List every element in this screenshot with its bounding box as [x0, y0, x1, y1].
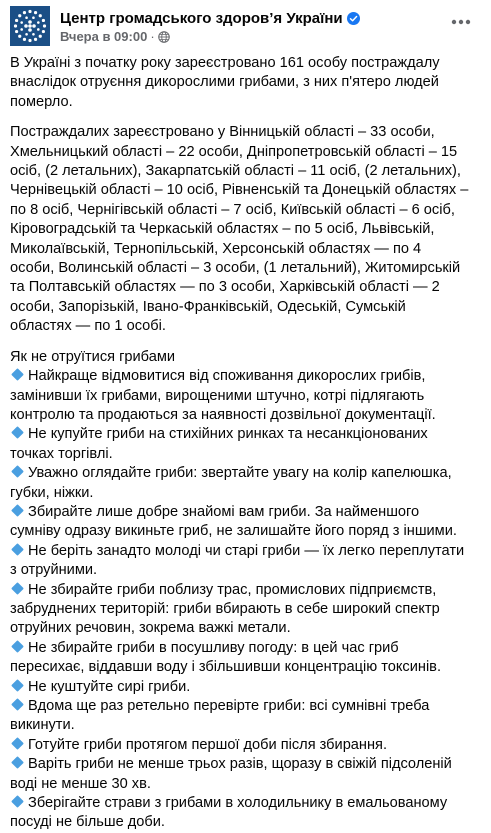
- tip-text: Зберігайте страви з грибами в холодильнику в емальованому посуді не більше доби.: [10, 795, 448, 831]
- small-blue-diamond-icon: [11, 795, 24, 808]
- tips-list: [10, 367, 484, 833]
- more-options-icon: [451, 19, 471, 25]
- tip-item: [10, 503, 484, 542]
- tip-text: Уважно оглядайте гриби: звертайте увагу на колір капелюшка, губки, ніжки.: [10, 465, 452, 501]
- post-text: [10, 54, 484, 833]
- tip-text: Варіть гриби не менше трьох разів, щоразу в свіжій підсоленій воді не менше 30 хв.: [10, 756, 452, 792]
- meta-separator: ·: [150, 29, 155, 44]
- post-timestamp[interactable]: Вчера в 09:00: [60, 29, 148, 44]
- tip-text: Не беріть занадто молоді чи старі гриби — їх легко переплутати з отруйними.: [10, 542, 465, 579]
- tip-item: [10, 697, 484, 736]
- tips-heading: Як не отруїтися грибами: [10, 348, 175, 365]
- verified-badge-icon: [347, 12, 360, 29]
- page-avatar[interactable]: [10, 6, 50, 46]
- small-blue-diamond-icon: [11, 737, 24, 750]
- tip-text: Не купуйте гриби на стихійних ринках та несанкціонованих точках торгівлі.: [10, 426, 428, 462]
- tip-text: Найкраще відмовитися від споживання дикорослих грибів, замінивши їх грибами, вирощеними штучно, котрі підлягають контролю та продаються за наявності дозвільної документації.: [10, 368, 436, 423]
- small-blue-diamond-icon: [11, 582, 24, 595]
- phc-logo-icon: [10, 6, 50, 46]
- page-name-link[interactable]: [60, 10, 360, 29]
- small-blue-diamond-icon: [11, 756, 24, 769]
- small-blue-diamond-icon: [11, 543, 24, 556]
- tip-item: [10, 736, 484, 755]
- more-options-button[interactable]: [447, 8, 475, 36]
- tip-item: [10, 425, 484, 464]
- small-blue-diamond-icon: [11, 426, 24, 439]
- post-paragraph-intro: В Україні з початку року зареєстровано 161 особу постраждалу внаслідок отруєння дикорослими грибами, з них п'ятеро людей померло.: [10, 55, 440, 110]
- tip-text: Не куштуйте сирі гриби.: [28, 678, 191, 695]
- small-blue-diamond-icon: [11, 465, 24, 478]
- small-blue-diamond-icon: [11, 640, 24, 653]
- page-name: Центр громадського здоров’я України: [60, 10, 343, 27]
- small-blue-diamond-icon: [11, 504, 24, 517]
- tip-text: Не збирайте гриби поблизу трас, промислових підприємств, забруднених територій: гриби вбирають в себе широкий спектр отруйних речовин, зокрема важкі метали.: [10, 581, 440, 637]
- tip-item: [10, 542, 484, 581]
- tip-text: Вдома ще раз ретельно перевірте гриби: всі сумнівні треба викинути.: [10, 698, 430, 734]
- small-blue-diamond-icon: [11, 698, 24, 711]
- tip-item: [10, 464, 484, 503]
- globe-icon[interactable]: [158, 31, 170, 46]
- tip-item: [10, 367, 484, 425]
- small-blue-diamond-icon: [11, 368, 24, 381]
- tip-text: Не збирайте гриби в посушливу погоду: в цей час гриб пересихає, віддавши воду і збільшивши концентрацію токсинів.: [10, 639, 441, 676]
- tip-item: [10, 755, 484, 794]
- tip-item: [10, 581, 484, 639]
- tip-item: [10, 794, 484, 833]
- post-paragraph-regions: Постраждалих зареєстровано у Вінницькій області – 33 особи, Хмельницький області – 22 особи, Дніпропетровській області – 15 осіб, (2 летальних), Закарпатській області – 11 осіб, (2 летальних), Чернівецькій області – 10 осіб, Рівненській та Донецькій областях – по 8 осіб, Чернігівській області – 7 осіб, Київській області – 6 осіб, Кіровоградській та Черкаській областях – по 5 осіб, Львівській, Миколаївській, Тернопільській, Херсонській областях — по 4 особи, Волинській області – 3 особи, (1 летальний), Житомирській та Полтавській областях — по 3 особи, Харківській області — 2 особи, Запорізькій, Івано-Франківській, Одеській, Сумській областях — по 1 особі.: [10, 124, 469, 335]
- tip-text: Готуйте гриби протягом першої доби після збирання.: [28, 736, 387, 753]
- post-header: [10, 6, 481, 46]
- tip-text: Збирайте лише добре знайомі вам гриби. За найменшого сумніву одразу викиньте гриб, не залишайте його поряд з іншими.: [10, 503, 457, 540]
- post-meta: [60, 29, 170, 46]
- tip-item: [10, 639, 484, 678]
- tip-item: [10, 678, 484, 697]
- small-blue-diamond-icon: [11, 679, 24, 692]
